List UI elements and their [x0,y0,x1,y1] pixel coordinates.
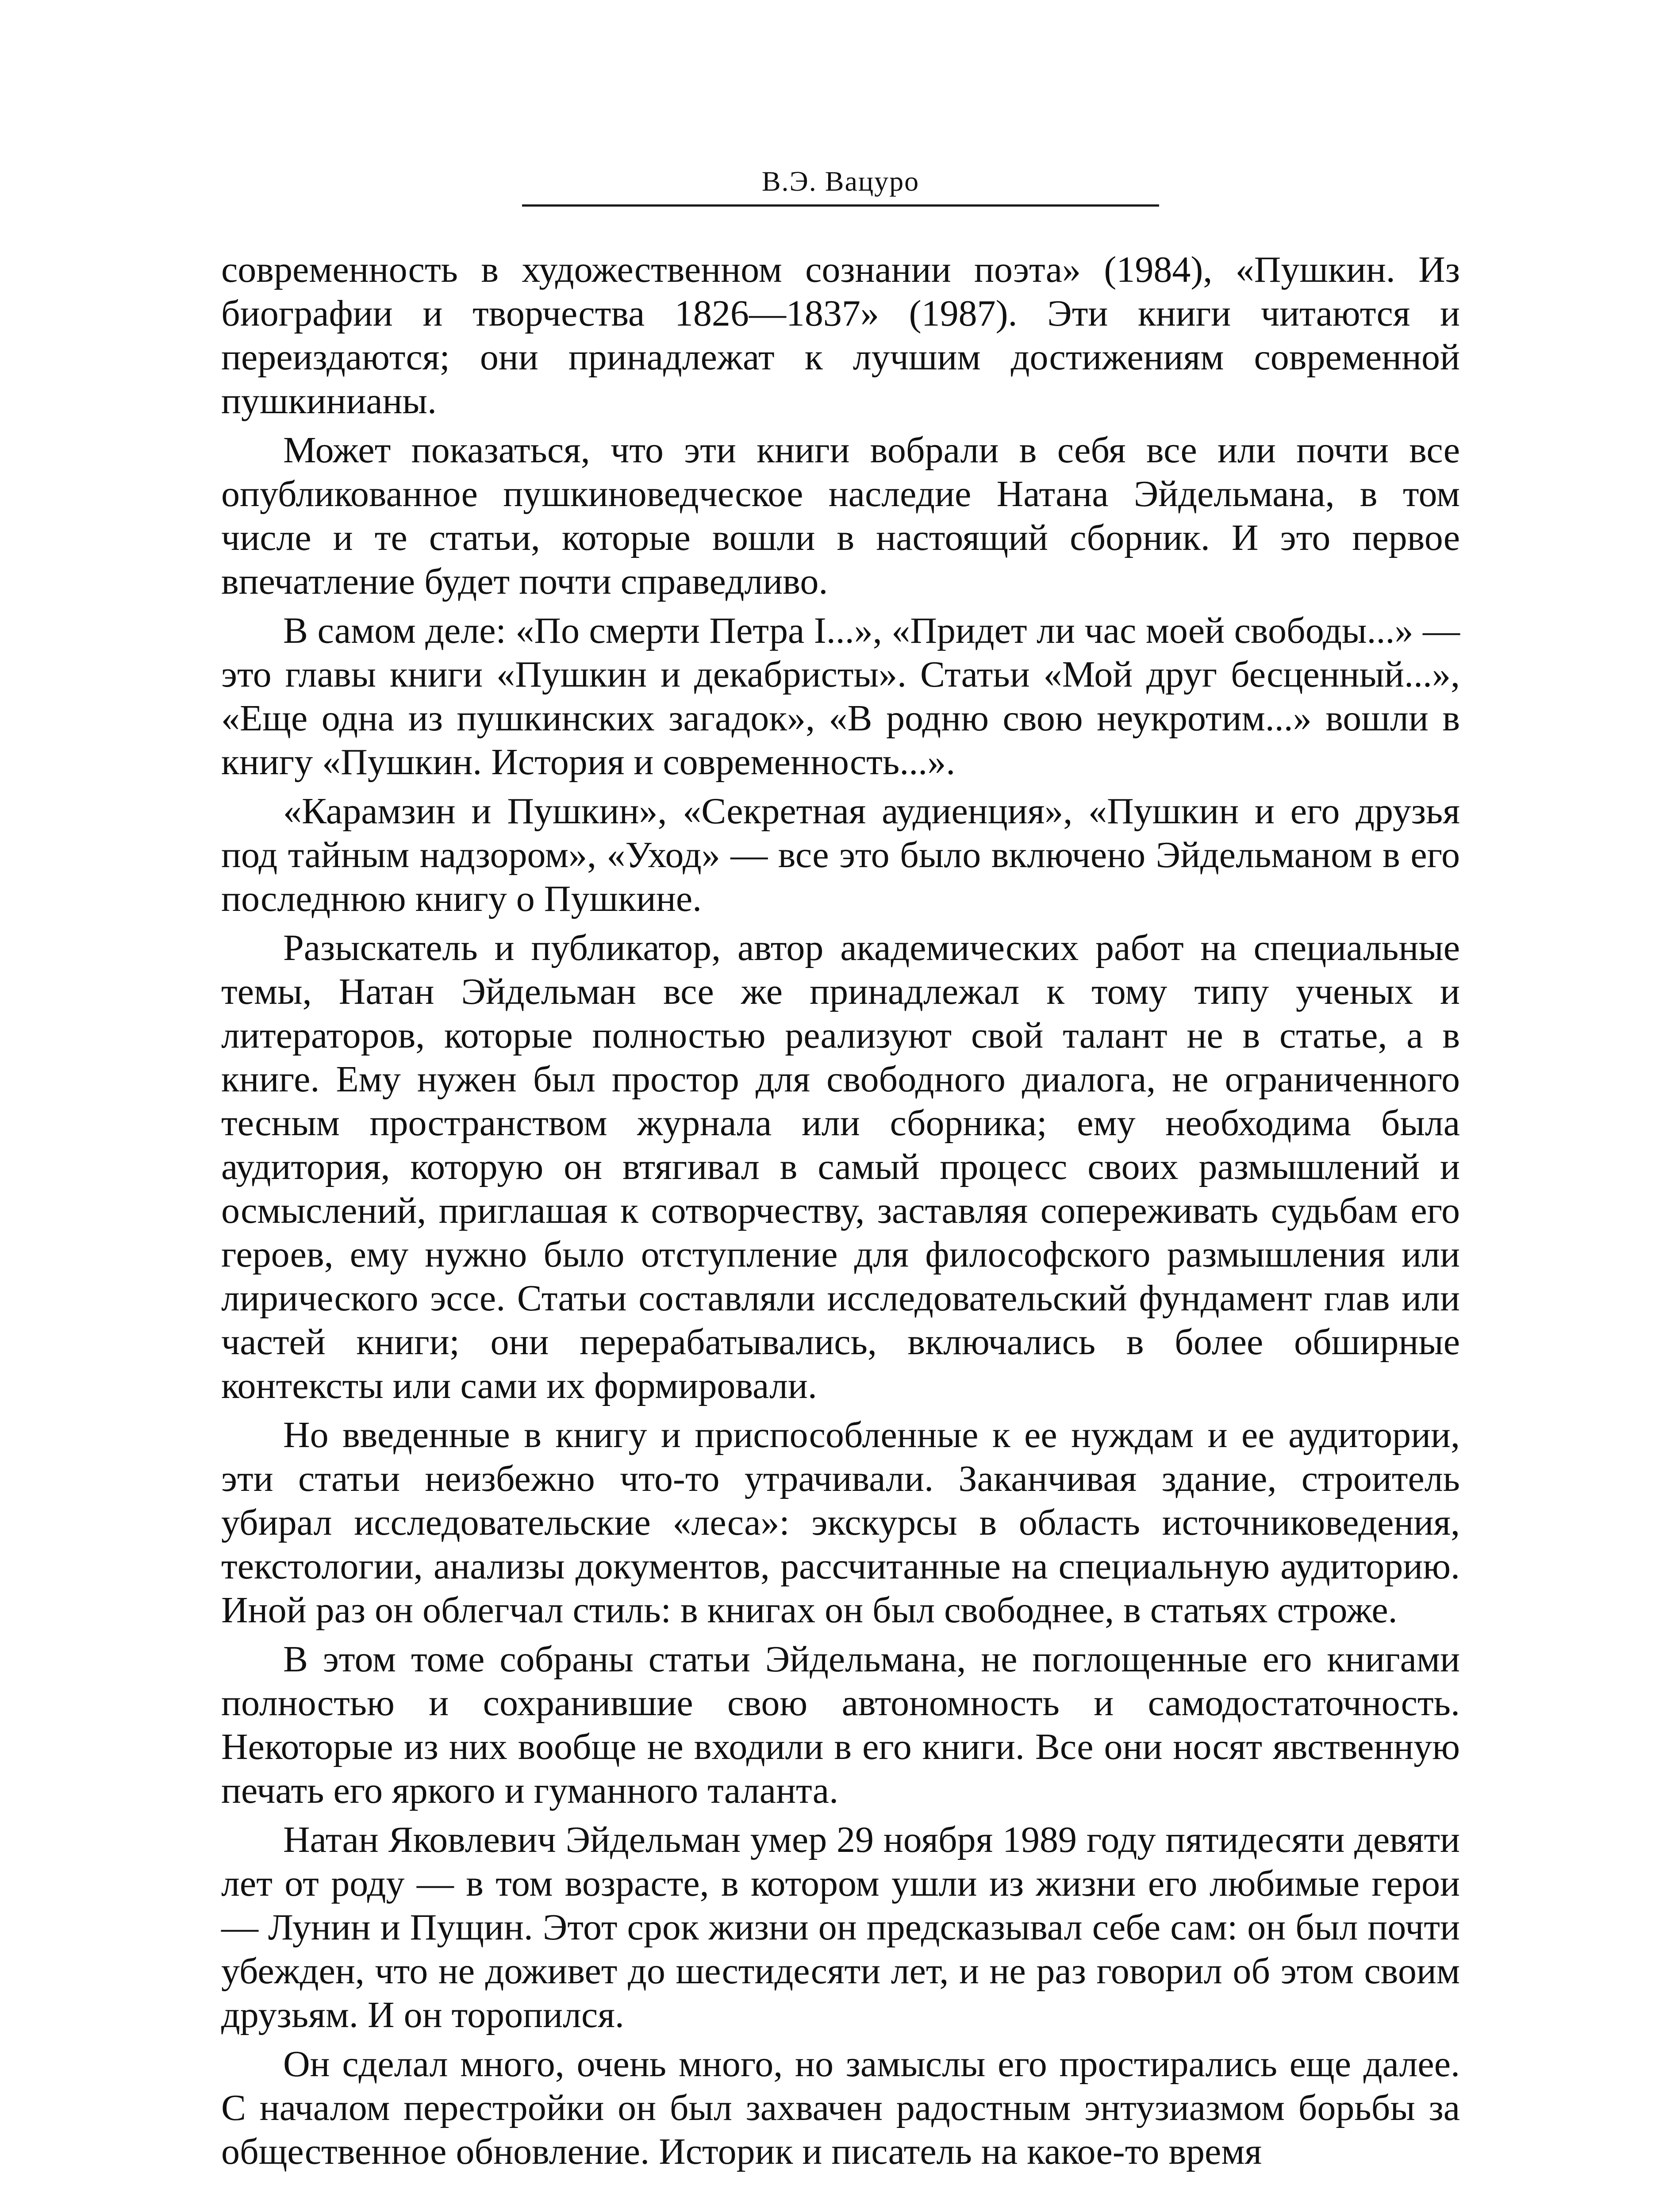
paragraph-6: Но введенные в книгу и приспособленные к ее нуждам и ее аудитории, эти статьи неизбежно что-то утрачивали. Заканчивая здание, строитель убирал исследовательские «леса»: экскурсы в область источниковедения, текстологии, анализы документов, рассчитанные на специальную аудиторию. Иной раз он облегчал стиль: в книгах он был свободнее, в статьях строже. [221,1414,1460,1631]
paragraph-3: В самом деле: «По смерти Петра I...», «Придет ли час моей свободы...» — это главы книги «Пушкин и декабристы». Статьи «Мой друг бесценный...», «Еще одна из пушкинских загадок», «В родню свою неукротим...» вошли в книгу «Пушкин. История и современность...». [221,610,1460,783]
header-rule [522,204,1159,207]
paragraph-2: Может показаться, что эти книги вобрали в себя все или почти все опубликованное пушкиноведческое наследие Натана Эйдельмана, в том числе и те статьи, которые вошли в настоящий сборник. И это первое впечатление будет почти справедливо. [221,430,1460,602]
running-head: В.Э. Вацуро [761,165,920,197]
paragraph-7: В этом томе собраны статьи Эйдельмана, не поглощенные его книгами полностью и сохранившие свою автономность и самодостаточность. Некоторые из них вообще не входили в его книги. Все они носят явственную печать его яркого и гуманного таланта. [221,1639,1460,1811]
paragraph-9: Он сделал много, очень много, но замыслы его простирались еще далее. С началом перестройки он был захвачен радостным энтузиазмом борьбы за общественное обновление. Историк и писатель на какое-то время [221,2043,1460,2172]
paragraph-4: «Карамзин и Пушкин», «Секретная аудиенция», «Пушкин и его друзья под тайным надзором», «Уход» — все это было включено Эйдельманом в его последнюю книгу о Пушкине. [221,791,1460,919]
paragraph-1: современность в художественном сознании поэта» (1984), «Пушкин. Из биографии и творчества 1826—1837» (1987). Эти книги читаются и переиздаются; они принадлежат к лучшим достижениям современной пушкинианы. [221,249,1460,422]
paragraph-8: Натан Яковлевич Эйдельман умер 29 ноября 1989 году пятидесяти девяти лет от роду — в том возрасте, в котором ушли из жизни его любимые герои — Лунин и Пущин. Этот срок жизни он предсказывал себе сам: он был почти убежден, что не доживет до шестидесяти лет, и не раз говорил об этом своим друзьям. И он торопился. [221,1819,1460,2035]
paragraph-5: Разыскатель и публикатор, автор академических работ на специальные темы, Натан Эйдельман все же принадлежал к тому типу ученых и литераторов, которые полностью реализуют свой талант не в статье, а в книге. Ему нужен был простор для свободного диалога, не ограниченного тесным пространством журнала или сборника; ему необходима была аудитория, которую он втягивал в самый процесс своих размышлений и осмыслений, приглашая к сотворчеству, заставляя сопереживать судьбам его героев, ему нужно было отступление для философского размышления или лирического эссе. Статьи составляли исследовательский фундамент глав или частей книги; они перерабатывались, включались в более обширные контексты или сами их формировали. [221,927,1460,1406]
body-text [221,248,1460,2179]
